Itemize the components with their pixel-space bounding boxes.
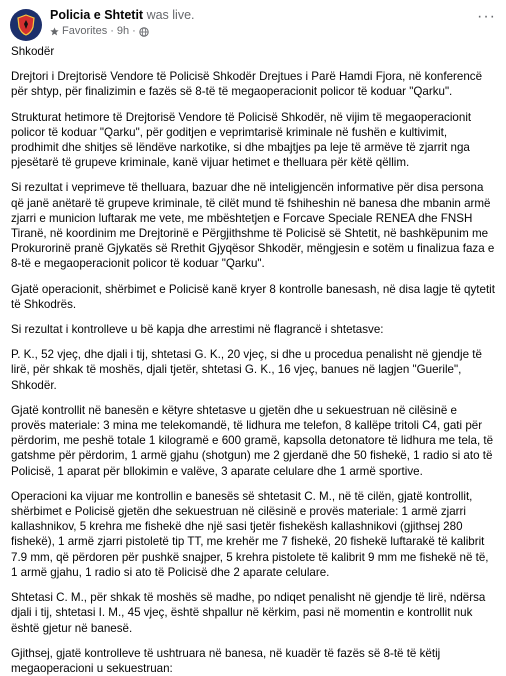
page-avatar[interactable] [10, 9, 42, 41]
post-paragraph: Si rezultat i veprimeve të thelluara, bazuar dhe në inteligjencën informative për disa persona që janë anëtarë të grupeve kriminale, të cilët mund të fshiheshin në banesa dhe mbanin armë zjarri e municion luftarak me vete, me mbështetjen e Forcave Speciale RENEA dhe FNSH Tiranë, në koordinim me Drejtorinë e Përgjithshme të Policisë së Shtetit, në bashkëpunim me Prokurorinë pranë Gjykatës së Rrethit Gjyqësor Shkodër, mëngjesin e sotëm u finalizua faza e 8-të e megaoperacionit policor të koduar "Qarku". [11, 181, 495, 271]
post-paragraph: P. K., 52 vjeç, dhe djali i tij, shtetasi G. K., 20 vjeç, si dhe u procedua penalisht në gjendje të lirë, për shkak të moshës, djali tjetër, shtetasi G. K., 16 vjeç, banues në lagjen "Guerile", Shkodër. [11, 348, 482, 392]
post-paragraph: Strukturat hetimore të Drejtorisë Vendore të Policisë Shkodër, në vijim të megaoperacionit policor të koduar "Qarku", për goditjen e veprimtarisë kriminale në fushën e kultivimit, prodhimit dhe shitjes së lëndëve narkotike, si dhe mbajtjes pa leje të armëve të zjarrit nga pjesëtarë të grupeve kriminale, kanë vijuar hetimet e thelluara për këtë qëllim. [11, 110, 472, 170]
live-status: was live. [146, 8, 195, 22]
star-icon [50, 27, 59, 36]
post-meta [50, 8, 496, 38]
post-paragraph: Shtetasi C. M., për shkak të moshës së madhe, po ndiqet penalisht në gjendje të lirë, ndërsa djali i tij, shtetasi I. M., 45 vjeç, është shpallur në kërkim, pasi në momentin e kontrollit nuk është gjetur në banesë. [11, 591, 486, 635]
separator-dot: · [132, 25, 136, 37]
separator-dot: · [110, 25, 114, 37]
post-paragraph: Operacioni ka vijuar me kontrollin e banesës së shtetasit C. M., në të cilën, gjatë kontrollit, shërbimet e Policisë gjetën dhe sekuestruan në cilësinë e provës materiale: 1 armë zjarri kallashnikov, 5 krehra me fishekë dhe një sasi tjetër fishekësh kallashnikovi (gjithsej 280 fishekë), 1 armë zjarri pistoletë tip TT, me krehër me 7 fishekë, 20 fishekë luftarakë të kalibrit 7.9 mm, që përdoren për pushkë snajper, 5 krehra pistolete të kalibrit 9 mm me fishekë në të, 1 armë gjahu, 1 radio si ato të Policisë dhe 2 aparate celulare. [11, 489, 489, 579]
post-paragraph: Si rezultat i kontrolleve u bë kapja dhe arrestimi në flagrancë i shtetasve: [11, 323, 384, 337]
author-line [50, 8, 496, 23]
page-name-link[interactable]: Policia e Shtetit [50, 8, 144, 22]
post-paragraph: Gjatë operacionit, shërbimet e Policisë kanë kryer 8 kontrolle banesash, në disa lagje të qytetit të Shkodrës. [11, 282, 495, 311]
post-paragraph: Drejtori i Drejtorisë Vendore të Policisë Shkodër Drejtues i Parë Hamdi Fjora, në konferencë për shtyp, për finalizimin e fazës së 8-të të megaoperacionit policor të koduar "Qarku". [11, 70, 483, 99]
post-time[interactable]: 9h [116, 25, 130, 37]
post-subline [50, 25, 496, 38]
more-options-icon[interactable]: ··· [477, 8, 496, 25]
favorites-label[interactable]: Favorites [62, 25, 108, 37]
post-paragraph: Gjatë kontrollit në banesën e këtyre shtetasve u gjetën dhe u sekuestruan në cilësinë e provës materiale: 3 mina me telekomandë, të lidhura me telefon, 8 kallëpe tritoli C4, gati për përdorim, me peshë totale 1 kilogramë e 600 gramë, kapsolla detonatore të lidhura me tela, të gatshme për përdorim, 1 armë gjahu (shotgun) me 2 gjerdanë dhe 50 fishekë, 1 radio si ato të Policisë, 1 aparat për bllokimin e valëve, 3 aparate celulare dhe 1 armë sportive. [11, 403, 494, 478]
post-paragraph: Shkodër [11, 45, 55, 58]
globe-icon[interactable] [139, 27, 149, 37]
post-header [0, 0, 506, 44]
police-badge-icon [16, 14, 36, 36]
post-paragraph: Gjithsej, gjatë kontrolleve të ushtruara në banesa, në kuadër të fazës së 8-të të këtij megaoperacioni u sekuestruan: [11, 646, 441, 675]
post-body [0, 44, 506, 676]
